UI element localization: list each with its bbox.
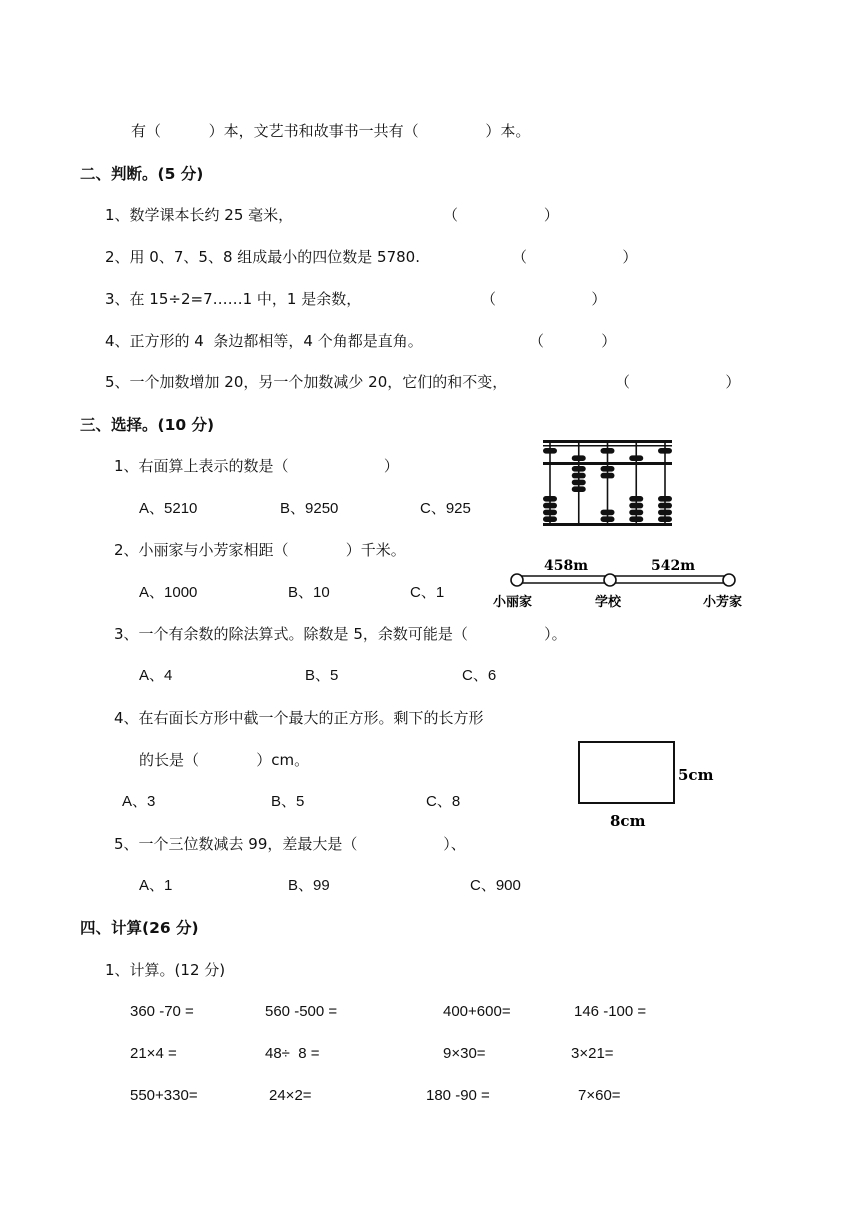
- abacus-lower-bead: [572, 473, 586, 479]
- abacus-lower-bead: [543, 510, 557, 516]
- segment-1-label: 458m: [544, 558, 589, 574]
- abacus-frame-top: [543, 440, 672, 443]
- choice-1-option-b[interactable]: B、9250: [280, 500, 339, 517]
- judge-answer-4[interactable]: （ ）: [529, 332, 617, 350]
- distance-figure: [490, 553, 760, 615]
- choice-3-option-c[interactable]: C、6: [462, 667, 497, 684]
- choice-1-option-c[interactable]: C、925: [420, 500, 471, 517]
- abacus-lower-bead: [543, 496, 557, 502]
- calc-expr[interactable]: 180 -90 =: [426, 1087, 490, 1104]
- judge-item-2: 2、用 0、7、5、8 组成最小的四位数是 5780.: [105, 248, 420, 266]
- judge-answer-2[interactable]: （ ）: [512, 248, 638, 266]
- height-label: 5cm: [678, 766, 714, 784]
- choice-question-1: 1、右面算上表示的数是（ ）: [114, 457, 399, 475]
- judge-item-4: 4、正方形的 4 条边都相等，4 个角都是直角。: [105, 332, 423, 350]
- abacus-lower-bead: [601, 510, 615, 516]
- point-school: [604, 574, 616, 586]
- segment-2-label: 542m: [651, 558, 696, 574]
- calc-subtitle: 1、计算。(12 分): [105, 961, 226, 979]
- section-calc-title: 四、计算(26 分): [80, 919, 199, 937]
- calc-expr[interactable]: 146 -100 =: [574, 1003, 647, 1020]
- abacus-lower-bead: [658, 510, 672, 516]
- abacus-lower-bead: [658, 503, 672, 509]
- judge-answer-3[interactable]: （ ）: [481, 290, 607, 308]
- label-xiaoli-home: 小丽家: [493, 595, 533, 610]
- abacus-figure: [540, 436, 675, 531]
- abacus-lower-bead: [629, 503, 643, 509]
- abacus-lower-bead: [543, 503, 557, 509]
- calc-expr[interactable]: 48÷ 8 =: [265, 1045, 320, 1062]
- calc-expr[interactable]: 400+600=: [443, 1003, 511, 1020]
- abacus-lower-bead: [572, 480, 586, 486]
- abacus-frame-bottom: [543, 523, 672, 526]
- calc-expr[interactable]: 3×21=: [571, 1045, 614, 1062]
- choice-2-option-b[interactable]: B、10: [288, 584, 330, 601]
- judge-item-1: 1、数学课本长约 25 毫米，: [105, 206, 294, 224]
- choice-4-option-b[interactable]: B、5: [271, 793, 305, 810]
- judge-answer-5[interactable]: （ ）: [615, 373, 741, 391]
- abacus-upper-bead: [572, 455, 586, 461]
- intro-line: 有（ ）本，文艺书和故事书一共有（ ）本。: [131, 122, 531, 140]
- section-choice-title: 三、选择。(10 分): [80, 416, 215, 434]
- choice-5-option-c[interactable]: C、900: [470, 877, 521, 894]
- calc-expr[interactable]: 560 -500 =: [265, 1003, 338, 1020]
- abacus-upper-bead: [629, 455, 643, 461]
- choice-5-option-a[interactable]: A、1: [139, 877, 173, 894]
- calc-expr[interactable]: 9×30=: [443, 1045, 486, 1062]
- abacus-lower-bead: [629, 510, 643, 516]
- choice-question-4: 4、在右面长方形中截一个最大的正方形。剩下的长方形: [114, 709, 484, 727]
- choice-3-option-b[interactable]: B、5: [305, 667, 339, 684]
- choice-question-2: 2、小丽家与小芳家相距（ ）千米。: [114, 541, 406, 559]
- rectangle-figure: [570, 735, 730, 835]
- choice-question-3: 3、一个有余数的除法算式。除数是 5，余数可能是（ ）。: [114, 625, 567, 643]
- width-label: 8cm: [610, 812, 646, 830]
- abacus-lower-bead: [572, 486, 586, 492]
- abacus-lower-bead: [572, 466, 586, 472]
- point-xiaofang-home: [723, 574, 735, 586]
- abacus-lower-bead: [601, 473, 615, 479]
- choice-2-option-a[interactable]: A、1000: [139, 584, 198, 601]
- rectangle-shape: [579, 742, 674, 803]
- abacus-upper-bead: [601, 448, 615, 454]
- choice-1-option-a[interactable]: A、5210: [139, 500, 198, 517]
- abacus-lower-bead: [658, 496, 672, 502]
- calc-expr[interactable]: 360 -70 =: [130, 1003, 194, 1020]
- point-xiaoli-home: [511, 574, 523, 586]
- label-xiaofang-home: 小芳家: [703, 595, 743, 610]
- judge-item-5: 5、一个加数增加 20，另一个加数减少 20，它们的和不变，: [105, 373, 508, 391]
- choice-4-option-c[interactable]: C、8: [426, 793, 461, 810]
- calc-expr[interactable]: 550+330=: [130, 1087, 198, 1104]
- judge-answer-1[interactable]: （ ）: [443, 206, 559, 224]
- abacus-upper-bead: [543, 448, 557, 454]
- abacus-lower-bead: [629, 516, 643, 522]
- label-school: 学校: [595, 595, 622, 610]
- abacus-lower-bead: [543, 516, 557, 522]
- choice-4-option-a[interactable]: A、3: [122, 793, 156, 810]
- section-judge-title: 二、判断。(5 分): [80, 165, 204, 183]
- judge-item-3: 3、在 15÷2=7……1 中，1 是余数，: [105, 290, 362, 308]
- abacus-lower-bead: [658, 516, 672, 522]
- choice-3-option-a[interactable]: A、4: [139, 667, 173, 684]
- choice-question-5: 5、一个三位数减去 99，差最大是（ ）、: [114, 835, 466, 853]
- calc-expr[interactable]: 7×60=: [578, 1087, 621, 1104]
- calc-expr[interactable]: 24×2=: [269, 1087, 312, 1104]
- abacus-lower-bead: [601, 466, 615, 472]
- choice-5-option-b[interactable]: B、99: [288, 877, 330, 894]
- abacus-upper-bead: [658, 448, 672, 454]
- choice-question-4-cont: 的长是（ ）cm。: [139, 751, 310, 769]
- abacus-lower-bead: [601, 516, 615, 522]
- calc-expr[interactable]: 21×4 =: [130, 1045, 177, 1062]
- choice-2-option-c[interactable]: C、1: [410, 584, 445, 601]
- abacus-lower-bead: [629, 496, 643, 502]
